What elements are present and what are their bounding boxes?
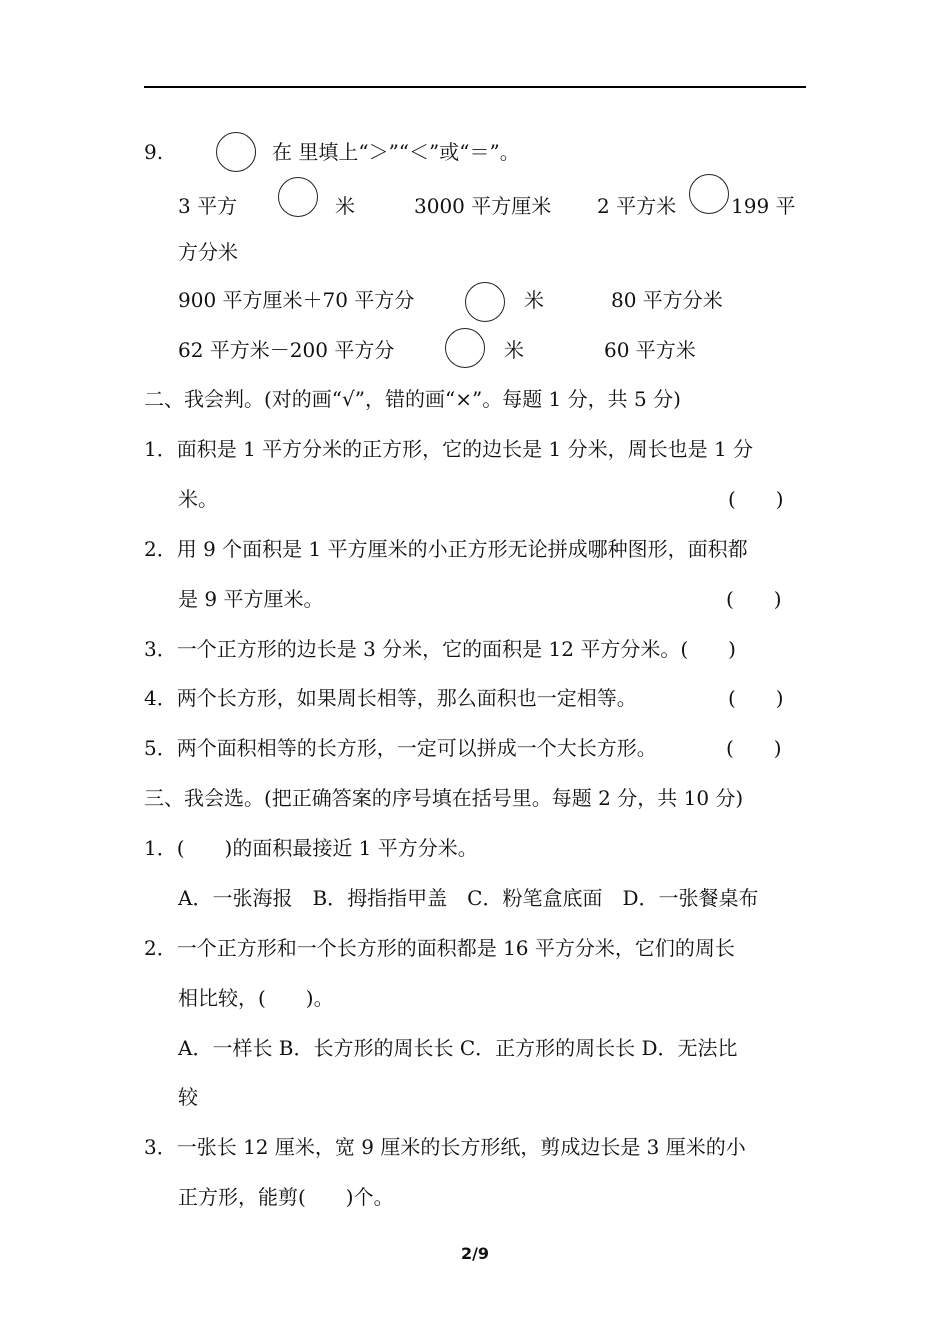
judge-item-1-cont: 米。 bbox=[178, 487, 218, 511]
q9-row1-left2: 2 平方米 bbox=[597, 194, 677, 218]
judge-item-4: 4．两个长方形，如果周长相等，那么面积也一定相等。 bbox=[144, 686, 637, 710]
q9-row1-left: 3 平方 bbox=[178, 194, 238, 218]
choice-q2-options: A．一样长 B．长方形的周长长 C．正方形的周长长 D．无法比 bbox=[178, 1036, 738, 1060]
answer-circle[interactable] bbox=[216, 132, 256, 172]
judge-item-2-cont: 是 9 平方厘米。 bbox=[178, 587, 324, 611]
judge-item-1: 1．面积是 1 平方分米的正方形，它的边长是 1 分米，周长也是 1 分 bbox=[144, 437, 754, 461]
q9-row2-right: 80 平方分米 bbox=[611, 288, 723, 312]
choice-q2: 2．一个正方形和一个长方形的面积都是 16 平方分米，它们的周长 bbox=[144, 936, 735, 960]
q9-row1-cont: 方分米 bbox=[178, 240, 238, 264]
q9-number: 9. bbox=[144, 140, 164, 164]
q9-row1-right: 3000 平方厘米 bbox=[414, 194, 552, 218]
judge-item-2: 2．用 9 个面积是 1 平方厘米的小正方形无论拼成哪种图形，面积都 bbox=[144, 537, 748, 561]
q9-row2-left: 900 平方厘米＋70 平方分 bbox=[178, 288, 415, 312]
section2-title: 二、我会判。(对的画“√”，错的画“×”。每题 1 分，共 5 分) bbox=[144, 387, 681, 411]
page-number: 2/9 bbox=[460, 1244, 490, 1263]
choice-q1-options: A．一张海报 B．拇指指甲盖 C．粉笔盒底面 D．一张餐桌布 bbox=[178, 886, 759, 910]
answer-circle[interactable] bbox=[278, 177, 318, 217]
choice-q2-cont: 相比较，( )。 bbox=[178, 986, 334, 1010]
q9-row3-right: 60 平方米 bbox=[604, 338, 696, 362]
q9-row1-right2: 199 平 bbox=[731, 194, 796, 218]
answer-paren[interactable]: ( ) bbox=[728, 487, 784, 511]
choice-q1: 1．( )的面积最接近 1 平方分米。 bbox=[144, 836, 478, 860]
section3-title: 三、我会选。(把正确答案的序号填在括号里。每题 2 分，共 10 分) bbox=[144, 786, 744, 810]
judge-item-5: 5．两个面积相等的长方形，一定可以拼成一个大长方形。 bbox=[144, 736, 657, 760]
judge-item-3: 3．一个正方形的边长是 3 分米，它的面积是 12 平方分米。( ) bbox=[144, 637, 736, 661]
header-rule bbox=[144, 86, 806, 88]
answer-circle[interactable] bbox=[465, 282, 505, 322]
choice-q2-options-cont: 较 bbox=[178, 1085, 198, 1109]
q9-row3-unit: 米 bbox=[504, 338, 524, 362]
answer-paren[interactable]: ( ) bbox=[726, 736, 782, 760]
answer-paren[interactable]: ( ) bbox=[728, 686, 784, 710]
q9-row3-left: 62 平方米－200 平方分 bbox=[178, 338, 395, 362]
q9-instruction: 在 里填上“＞”“＜”或“＝”。 bbox=[272, 140, 520, 164]
answer-paren[interactable]: ( ) bbox=[726, 587, 782, 611]
answer-circle[interactable] bbox=[689, 174, 729, 214]
choice-q3: 3．一张长 12 厘米，宽 9 厘米的长方形纸，剪成边长是 3 厘米的小 bbox=[144, 1135, 746, 1159]
answer-circle[interactable] bbox=[445, 328, 485, 368]
choice-q3-cont: 正方形，能剪( )个。 bbox=[178, 1185, 394, 1209]
q9-row1-unit: 米 bbox=[335, 194, 355, 218]
q9-row2-unit: 米 bbox=[524, 288, 544, 312]
